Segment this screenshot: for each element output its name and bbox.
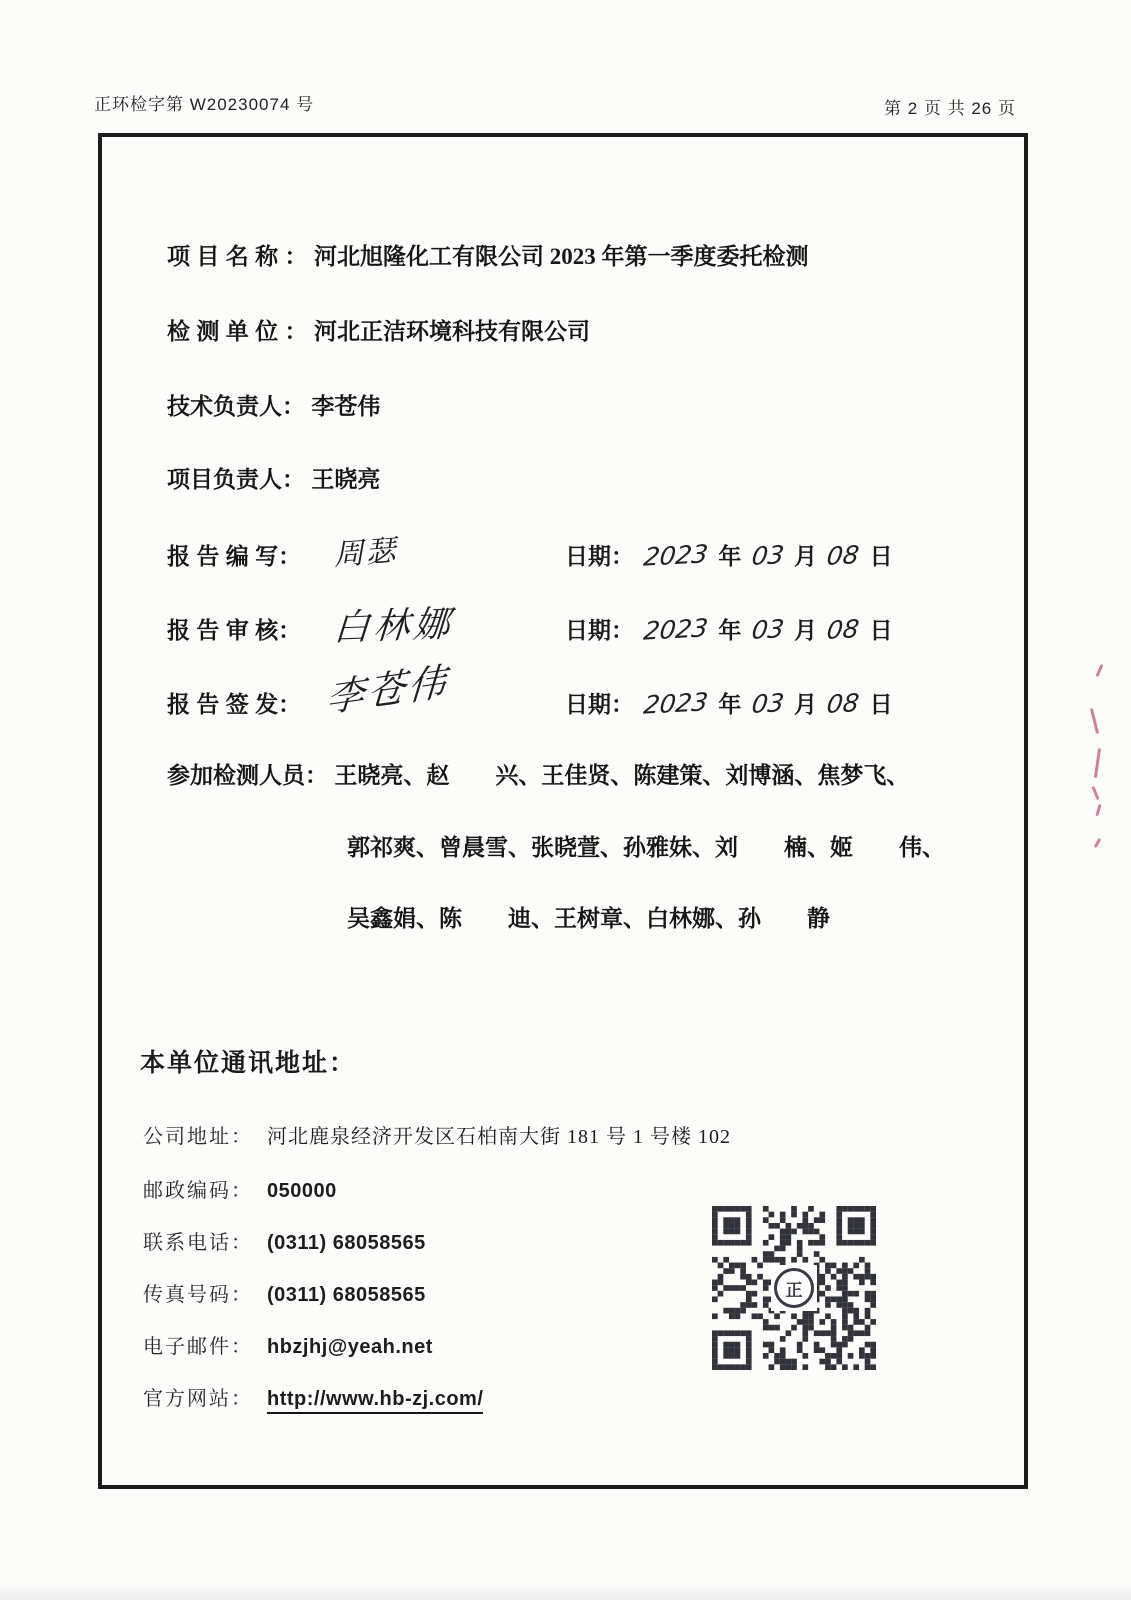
red-ink-mark (1095, 804, 1101, 816)
report-writer-label: 报 告 编 写： (167, 543, 302, 569)
project-name-label: 项 目 名 称 ： (167, 243, 308, 269)
tech-lead-row (167, 388, 380, 421)
participants-line-3: 吴鑫娟、陈 迪、王树章、白林娜、孙 静 (347, 905, 830, 931)
test-unit-label: 检 测 单 位 ： (167, 318, 308, 344)
contact-row-fax (143, 1278, 426, 1307)
qr-center-logo-icon: 正 (771, 1265, 817, 1311)
participants-row-2 (347, 829, 945, 862)
contact-row-phone (143, 1226, 426, 1255)
report-writer-signature: 周瑟 (332, 533, 399, 574)
participants-row-1 (167, 757, 909, 790)
report-review-row (167, 603, 917, 668)
participants-line-1: 王晓亮、赵 兴、王佳贤、陈建策、刘博涵、焦梦飞、 (334, 762, 910, 788)
doc-number: 正环检字第 W20230074 号 (94, 95, 315, 114)
test-unit-row (167, 313, 590, 346)
postcode-value: 050000 (267, 1180, 337, 1202)
red-ink-mark (1090, 708, 1099, 734)
phone-label: 联系电话： (143, 1232, 253, 1254)
report-writer-date: 日期： 2023 年 03 月 08 日 (565, 539, 893, 572)
participants-label: 参加检测人员： (167, 762, 328, 788)
report-issue-date: 日期： 2023 年 03 月 08 日 (565, 687, 893, 720)
project-name-row (167, 238, 808, 271)
report-writer-row (167, 534, 917, 594)
project-lead-value: 王晓亮 (311, 466, 381, 492)
report-issue-label: 报 告 签 发： (167, 691, 302, 717)
red-ink-mark (1094, 748, 1101, 778)
phone-value: (0311) 68058565 (267, 1232, 426, 1254)
report-issue-row (167, 658, 917, 742)
red-ink-mark (1091, 786, 1099, 800)
report-issue-signature: 李苍伟 (325, 658, 451, 721)
company-address-label: 公司地址： (143, 1126, 253, 1148)
tech-lead-value: 李苍伟 (311, 393, 381, 419)
qr-code (712, 1206, 876, 1370)
fax-label: 传真号码： (143, 1284, 253, 1306)
project-name-value: 河北旭隆化工有限公司 2023 年第一季度委托检测 (313, 244, 809, 269)
contact-row-website (143, 1382, 483, 1414)
test-unit-value: 河北正洁环境科技有限公司 (313, 318, 590, 344)
company-address-value: 河北鹿泉经济开发区石柏南大街 181 号 1 号楼 102 (267, 1126, 731, 1148)
page-indicator: 第 2 页 共 26 页 (884, 99, 1016, 118)
tech-lead-label: 技术负责人： (167, 393, 305, 419)
report-review-date: 日期： 2023 年 03 月 08 日 (565, 613, 893, 646)
fax-value: (0311) 68058565 (267, 1284, 426, 1306)
red-ink-mark (1095, 664, 1103, 677)
contact-heading: 本单位通讯地址： (140, 1049, 357, 1077)
email-value: hbzjhj@yeah.net (267, 1336, 433, 1358)
project-lead-label: 项目负责人： (167, 466, 305, 492)
report-review-signature: 白林娜 (332, 603, 455, 649)
contact-row-postcode (143, 1174, 337, 1203)
email-label: 电子邮件： (143, 1336, 253, 1358)
contact-row-email (143, 1330, 433, 1359)
participants-row-3 (347, 900, 830, 933)
postcode-label: 邮政编码： (143, 1180, 253, 1202)
red-ink-mark (1094, 838, 1102, 848)
report-review-label: 报 告 审 核： (167, 617, 302, 643)
website-label: 官方网站： (143, 1388, 253, 1410)
contact-row-address (143, 1120, 731, 1149)
participants-line-2: 郭祁爽、曾晨雪、张晓萱、孙雅妹、刘 楠、姬 伟、 (347, 834, 945, 860)
website-url: http://www.hb-zj.com/ (267, 1388, 483, 1414)
project-lead-row (167, 461, 380, 494)
